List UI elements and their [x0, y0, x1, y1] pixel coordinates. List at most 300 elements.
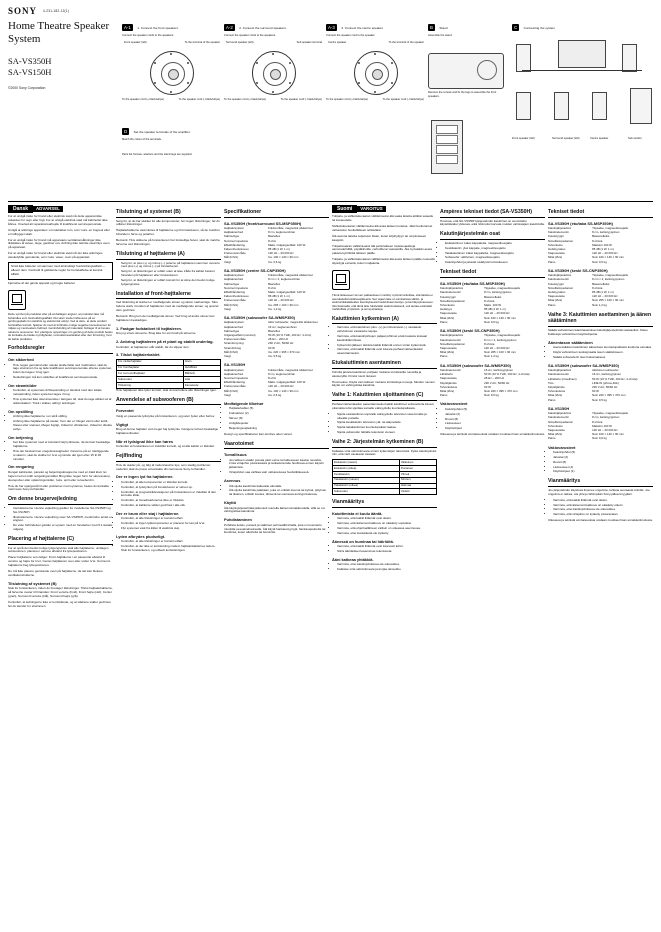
table-cell: Tilslutning	[117, 383, 184, 389]
subsection-heading: SA-VS150H	[548, 405, 570, 411]
list-item: • Varmista, ettei kaiutinjohdoissa ole oikosulkua.	[553, 508, 653, 512]
list-item: • Virtajohdon saa vaihtaa vain valtuutetussa huoltoliikkeessä.	[229, 471, 329, 475]
section-heading: Vaihe 2: Järjestelmän kytkeminen (B)	[332, 439, 437, 448]
figure-a1-note-br: To the speaker cord (- black/stripe)	[178, 98, 220, 101]
model-1: SA-VS350H	[8, 56, 52, 66]
surround-speaker-diagram	[252, 51, 296, 95]
section-heading: Specifikationer	[224, 209, 329, 218]
subsection-heading: SA-VS350H (keski SS-CNP350H)	[548, 267, 608, 273]
specification-table	[548, 227, 653, 265]
subsection-heading: Asennus	[224, 478, 241, 483]
section-heading: Kaiutinjärjestelmän osat	[440, 231, 545, 240]
paragraph: Älä asenna laitetta suljettuun tilaan, kuten kirjahyllyyn tai umpinaiseen kaappiin.	[332, 233, 427, 242]
spec-key: Kaiutinjärjestelmä	[548, 273, 571, 278]
figure-a3-note-br: To the speaker cord (- black/stripe)	[382, 98, 424, 101]
subsection-heading: Käyttö	[224, 500, 237, 506]
paragraph: Bemærk: Hvis stikkene på forstærkeren har forskellige farver, skal du matche farverne ved tilslutningen.	[116, 238, 220, 247]
model-2: SA-VS150H	[8, 67, 52, 77]
list-item: • Kontrollér, at hovedtelefonerne ikke er tilsluttet.	[121, 499, 221, 503]
spec-key: Mål (b/h/d)	[224, 302, 238, 307]
list-item: • Illustrationerne i denne vejledning viser SA-VS350H, medmindre andet er angivet.	[13, 516, 113, 524]
spec-value: 16 cm, keglemembran	[268, 324, 297, 329]
spec-value: Fuldområde, magnetisk afskærmet	[268, 367, 313, 372]
bullet-list	[332, 517, 437, 535]
list-item: • Keskikaiutin: yksi kappale, magneettisuojattu	[445, 247, 545, 251]
spec-value: 60 W	[268, 345, 275, 350]
table-cell: Sininen	[399, 477, 436, 483]
spec-key: Effekthåndtering	[224, 242, 245, 247]
spec-value: 16 cm, kartiotyyppinen	[592, 372, 622, 377]
spec-value: 8 cm, keglemembran	[268, 371, 296, 376]
paragraph: Katkaise virta vahvistimesta ennen kytkentöjen tekemistä. Kytke kaiutinjohdot niin, että värit vastaavat toisiaan.	[332, 448, 437, 457]
list-item: • Kontrollér, at systemets driftsspænding er identisk med den lokale netspænding, inden systemet tages i brug.	[13, 389, 113, 397]
tower-note: Remove the screws and fix the legs to assemble the front speakers.	[428, 91, 497, 98]
spec-value: Ca. 1,2 kg	[268, 306, 282, 311]
bullet-list	[8, 507, 113, 532]
surround-right-speaker-icon	[554, 92, 569, 120]
tower-speaker-icon	[431, 120, 463, 174]
paragraph: Kiinnitä jalusta kaiuttimen pohjaan mukana toimitetuilla ruuveilla ja aluslevyillä. Kiristä ruuvit tiukasti.	[332, 369, 422, 378]
spec-value: Bassorefleksi	[592, 281, 610, 286]
figure-c	[512, 16, 661, 140]
list-item: • Antiglidepuder	[229, 422, 329, 426]
figure-a3-note-tr: To the terminal of the speaker	[388, 41, 424, 45]
text-columns	[8, 205, 653, 611]
bullet-list	[8, 415, 113, 431]
paragraph: Hvis du støder på, og følg af nedennævnte tips, som stadig problemer, nedenfor skal du prøve at kontakte din nærmeste Sony-forhandler.	[116, 462, 212, 471]
paragraph: Design og specifikationer kan ændres uden varsel.	[224, 431, 293, 436]
spec-value: Täysalue, magneettisuojattu	[592, 273, 629, 278]
spec-row	[224, 308, 329, 312]
spec-key: Højttalersystem	[224, 367, 245, 372]
section-banner: ADVARSEL	[33, 206, 63, 212]
list-item: • Sijoita etukaiuttimet sopivalle etäisyydelle television vasemmalle ja oikealle puolelle.	[337, 413, 437, 421]
list-item: • Sørg for, at tilslutningen er udført korrekt for at sikre den bedst mulige lydgengivelse.	[121, 279, 221, 287]
warning-box: Smid ikke batterier ud sammen med almindeligt husholdningsaffald — aflever dem i henhold til gældende regler for bortskaffelse af kemisk affald.	[8, 262, 113, 279]
spec-value: 8 ohmia	[484, 341, 495, 346]
subsection-heading: SA-VS350H (subwoofer SA-WMSP350)	[224, 314, 295, 320]
spec-key: Käyttöjännite	[440, 380, 457, 385]
spec-value: Bassorefleksi	[592, 234, 610, 239]
spec-value: 120 Hz – 20 000 Hz	[268, 384, 294, 389]
spec-key: Paino	[440, 354, 448, 359]
list-item: • Kytkennän jälkeen tarkista kaikki liitännät ennen virran kytkemistä.	[337, 344, 437, 348]
section-heading: Vaihe 3: Kaiuttimien asettaminen ja äänen säätäminen	[548, 312, 653, 327]
parts-note: Parts list Screws, washers and the stand legs are supplied.	[122, 153, 193, 157]
spec-key: Kotelotyyppi	[548, 281, 564, 286]
table-cell: For fronthøjttaler	[117, 365, 184, 371]
spec-value: 16 cm, kartiotyyppinen	[484, 368, 514, 372]
figure-a2-note-tr: Sub speaker terminal	[296, 41, 322, 45]
subsection-heading: Der er brum eller støj i højttalerne.	[116, 510, 180, 516]
specification-table	[440, 369, 545, 398]
bullet-list	[8, 389, 113, 405]
figure-a1-subcaption: Connect the speaker cords to the speakers.	[122, 34, 174, 37]
terminal-dots	[253, 52, 295, 94]
subsection-heading: Om opstilling	[8, 408, 33, 414]
list-item: • Kontrollér, at kablerne sidder godt fast i alle stik.	[121, 504, 221, 508]
spec-key: Effekthåndtering	[224, 380, 245, 385]
page-title: Home Theatre Speaker System	[8, 20, 110, 45]
subsection-heading: SA-VS350H (etu/taka SS-MSP350H)	[440, 280, 505, 286]
figure-b-subcaption: Assemble the stand.	[428, 34, 453, 37]
list-item: • Siirrä äänilaitteet kauemmas televisiosta.	[337, 550, 437, 554]
list-item: • Käytä vahvistimen testisignaalia tason säätämiseen.	[553, 351, 653, 355]
subsection-heading: SA-VS350H (centre SS-CNP350H)	[224, 267, 286, 273]
spec-key: Vægt	[224, 392, 231, 397]
section-heading: Tekniset tiedot	[548, 209, 653, 218]
spec-value: Noin 100 × 140 × 90 mm	[592, 432, 624, 437]
bullet-list	[332, 563, 437, 572]
front-right-speaker-icon	[622, 44, 637, 72]
spec-value: 8 ohmia	[592, 238, 603, 243]
figure-c-caption: Connecting the system	[523, 26, 556, 30]
list-item: • Sijoita subwoofer lattialle television viereen.	[337, 431, 437, 435]
spec-key: Taajuusvaste	[548, 251, 565, 256]
subsection-heading: Tilslutning af systemet (B)	[8, 580, 57, 586]
paragraph: Huomaa, että SA-VS350H-järjestelmän kaiuttimet on suunniteltu käytettäväksi yhdessä, eikä niitä tulisi korvata muiden valmistajien kaiuttimilla.	[440, 218, 545, 227]
spec-value: Fuldområde, magnetisk afskærmet	[268, 273, 313, 278]
spec-value: 8 cm, kartiotyyppinen	[592, 415, 620, 420]
spec-key: Kabinettype	[224, 234, 240, 239]
paragraph: Säädä vahvistimen kaiutinasetukset kaiutinjärjestelmää vastaaviksi. Katso lisätietoja vahvistimen käyttöohjeista.	[548, 327, 648, 336]
table-cell: Blå/Grå	[183, 371, 220, 377]
spec-value: 230 V AC, 50/60 Hz	[592, 384, 618, 389]
spec-key: Mål (b/h/d)	[224, 255, 238, 260]
figure-a3-subcaption: Connect the speaker cord to the speaker.	[326, 34, 376, 37]
table-cell: Harmaa	[399, 483, 436, 489]
paragraph: Du må ikke placere genstande oven på højttalerne, da det kan blokere ventilationshullerne.	[8, 569, 103, 577]
paragraph: Placer højttalerne som følger: Front-højttalerne i en passende afstand til venstre og højre for tv'et. Center-højttaleren over eller under tv'et. Surround-højttalerne bag lyttepositionen.	[8, 555, 111, 568]
spec-key: Lähtöteho (nimellinen)	[548, 376, 577, 381]
list-item: • Ruuvit (8)	[445, 418, 545, 422]
sony-logo: SONY	[8, 6, 38, 16]
spec-value: 85 dB (1 W, 1 m)	[592, 247, 614, 252]
list-item: • Jos laitteen sisään putoaa jokin esine tai laitteeseen kaatuu nestettä, irrota virtajohto pistorasiasta ja tarkastuta laite huollossa ennen käytön jatkamista.	[229, 459, 329, 471]
spec-key: Kaiutinjärjestelmä	[440, 333, 463, 338]
list-item: • Varmista, että ohjelmalähteen valitsin on oikeassa asennossa.	[337, 527, 437, 531]
paragraph: Parhaan äänenlaadun saavuttamiseksi kaikki kaiuttimet subwooferia lukuun ottamatta tulisi sijoittaa samalle etäisyydelle kuuntelupaikasta.	[332, 401, 434, 410]
spec-value: Maks. indgangseffekt: 100 W	[268, 290, 306, 295]
figure-d-label: D	[124, 129, 128, 134]
subsection-heading: Om sikkerhed	[8, 357, 34, 363]
subsection-heading: Vakiovarusteet	[548, 444, 576, 450]
text-column-1	[8, 205, 113, 611]
figure-a1-note-bl: To the speaker cord (+ black/stripe)	[122, 98, 165, 101]
list-item: • Varmista, että äänenvoimakkuus on säädetty sopivaksi.	[337, 522, 437, 526]
paragraph: Rengør kabinettet, panelet og betjeningsknapperne med en blød klud, let fugtet med et mildt rengøringsmiddel. Brug ikke nogen form for skuresvamp, skurepulver eller opløsningsmidler, f.eks. sprit eller rensebenzin.	[8, 469, 111, 482]
crossed-out-bin-icon	[8, 290, 26, 310]
list-item: • Aseta kaikkien kaiuttimien äänentaso kuuntelupaikasta kuultuna samaksi.	[553, 346, 653, 350]
specification-table	[548, 274, 653, 308]
illustration-band	[8, 16, 653, 198]
spec-key: Paino	[548, 302, 556, 307]
paragraph: Ulkoasua ja teknisiä ominaisuuksia voidaan muuttaa ilman ennakkoilmoitusta.	[440, 432, 545, 437]
list-item: • Varmista, että kaiutinjohtojen paljaat johtimet eivät kosketa toisiaan kaiutinliitännöissä.	[337, 335, 437, 343]
paragraph: Ulkoasua ja teknisiä ominaisuuksia voidaan muuttaa ilman ennakkoilmoitusta.	[548, 518, 653, 523]
spec-row	[440, 394, 545, 398]
spec-value: Maksimi 100 W	[592, 242, 612, 247]
spec-key: Mål (b/h/d)	[224, 388, 238, 393]
bullet-list	[332, 326, 437, 356]
spec-value: Noin 265 × 100 × 90 mm	[484, 350, 516, 355]
spec-value: 120 Hz – 20 000 Hz	[592, 294, 618, 299]
list-item: • Kør ikke systemet med et konstant højt lydniveau, da det kan beskadige højttalerne.	[13, 441, 113, 449]
figure-d-caption: Set the speaker terminals of the amplifier.	[133, 130, 191, 134]
spec-key: Lähtöteho	[440, 372, 453, 377]
figure-a1-caption: 1. Connect the front speakers.	[137, 26, 179, 30]
paragraph: Älä käytä järjestelmää jatkuvasti suurella äänenvoimakkuudella, sillä se voi vahingoittaa kaiuttimia.	[224, 505, 325, 514]
paragraph: Tulipalovaaran välttämiseksi älä peitä laitteen tuuletusaukkoja sanomalehdillä, pöytäliinoilla, verhoilla tai vastaavilla. Älä myöskään aseta palavia kynttilöitä laitteen päälle.	[332, 243, 432, 256]
spec-value: Ca. 220 × 395 × 370 mm	[268, 349, 301, 354]
paragraph: Jos järjestelmän käytössä ilmenee ongelmia, tarkista seuraavat kohdat. Jos ongelma ei ratkea, ota yhteys lähimpään Sony-jälleenmyyjään.	[548, 487, 650, 496]
spec-value: 8 ohm	[268, 238, 277, 243]
spec-key: Taajuusvaste	[440, 376, 457, 381]
paragraph: Tulipalo- ja sähköiskuvaaran välttämiseksi älä aseta laitteen päälle nesteellä täytettyjä esineitä, kuten maljakoita.	[332, 257, 435, 266]
spec-key: Nimellisimpedanssi	[440, 341, 465, 346]
subsection-heading: 2. Anbring højttaleren på et plant og stabilt underlag.	[116, 339, 214, 345]
list-item: • Kaiutinjohdot (5)	[553, 451, 653, 455]
list-item: • Sijoita keskikaiutin television ylä- tai alapuolelle.	[337, 421, 437, 425]
subsection-heading: 3. Tilslut højttalerkablet.	[116, 352, 161, 358]
spec-value: Noin 220 × 395 × 370 mm	[484, 388, 518, 393]
paragraph: For at undgå risiko for brand eller elektrisk stød må dette apparat ikke udsættes for regn eller fugt. For at undgå elektrisk stød må kabinettet ikke åbnes. Overlad alt reparationsarbejde til kvalificeret servicepersonale.	[8, 214, 108, 226]
table-cell: For midterhøjttaler	[117, 359, 184, 365]
paragraph: Vælg en passende lydstyrke på forstærkeren, og justér lyden efter behov.	[116, 413, 215, 418]
spec-value: Basreflex	[268, 328, 281, 333]
spec-key: Kaiutinjärjestelmä	[440, 286, 463, 291]
spec-key: Udgangseffekt (nominel)	[224, 333, 256, 338]
bullet-list	[224, 407, 329, 430]
spec-value: 120 Hz – 20 000 Hz	[592, 427, 618, 432]
figure-b-caption: Stand	[439, 26, 448, 30]
paragraph: Sluk for forstærkeren, inden du foretager tilslutninger. Tilslut højttalerkablerne, så farverne svarer til hinanden: Front venstre (hvid), Front højre (rød), Center (grøn), Surround venstre (blå), Surround højre (grå).	[8, 586, 113, 599]
table-cell: For surroundhøjttaler	[117, 371, 184, 377]
text-column-6	[548, 205, 653, 611]
list-item: • Liukuesteet (4)	[553, 466, 653, 470]
spec-value: Täysalue, magneettisuojattu	[592, 226, 629, 231]
paragraph: Sähköiskuvaaran välttämiseksi älä avaa laitteen koteloa. Jätä huoltotoimet valtuutetun huoltoliikkeen tehtäväksi.	[332, 223, 433, 232]
figure-a2-note-tl: Surround speaker (left)	[226, 41, 254, 45]
figure-b	[428, 16, 506, 98]
spec-value: 86 dB (1 W, 1 m)	[268, 294, 290, 299]
subsection-heading: SA-VS350H (subwoofer SA-WMSP350)	[548, 362, 619, 368]
figure-d	[122, 120, 242, 157]
spec-value: 120 Hz – 20 000 Hz	[484, 345, 510, 350]
list-item: • Instruktionerne i denne vejledning gælder for modellerne SA-VS350H og SA-VS150H.	[13, 507, 113, 515]
list-item: • Kaiutinjohdot ja jalustat sisältyvät toimitukseen	[445, 261, 545, 265]
subsection-heading: Kaiuttimista ei kuulu ääntä.	[332, 510, 383, 516]
paragraph: Sørg for, at du har slukket for alle komponenter, før nogen tilslutninger, før du udfører tilslutninger.	[116, 218, 220, 227]
spec-key: Käyttöjännite	[548, 384, 565, 389]
spec-key: Højttalersystem	[224, 273, 245, 278]
list-item: • Fodstativer (2)	[229, 412, 329, 416]
bullet-list	[116, 540, 221, 553]
spec-value: Noin 265 × 100 × 90 mm	[592, 298, 624, 303]
spec-value: Noin 1,2 kg	[484, 354, 499, 359]
list-item: • Højttalerkabler (5)	[229, 407, 329, 411]
spec-value: Täysalue, magneettisuojattu	[484, 286, 521, 291]
spec-key: Højttalerenhed	[224, 230, 243, 235]
paragraph: For at undgå risiko for brand eller elektrisk stød må der ikke anbringes væskefyldte genstande, som f.eks. vaser, oven på apparatet.	[8, 251, 103, 260]
list-item: • Kontrollér, at alle komponenter er tilsluttet korrekt.	[121, 481, 221, 485]
list-item: • Takakaiuttimet: kaksi kappaletta, magneettisuojattu	[445, 252, 545, 256]
spec-key: Mål (b/h/d)	[224, 349, 238, 354]
list-item: • Subwoofer: aktiivinen, magneettisuojattu	[445, 256, 545, 260]
figure-a1	[122, 16, 220, 101]
spec-key: Taajuusvaste	[548, 294, 565, 299]
spec-value: 8 ohm	[268, 376, 277, 381]
table-cell: Farvekode	[183, 383, 220, 389]
list-item: • Skruer (8)	[229, 417, 329, 421]
section-heading: Fejlfinding	[116, 453, 221, 462]
list-item: • Liukuesteet	[445, 422, 545, 426]
spec-value: Maks. 100 W	[484, 302, 501, 307]
spec-value: Aktiv subwoofer, magnetisk afskærmet	[268, 320, 318, 325]
bullet-list	[548, 499, 653, 517]
spec-row	[224, 394, 329, 398]
spec-value: Noin 220 × 395 × 370 mm	[592, 393, 626, 398]
figure-a2-note-br: To the speaker cord (- black/stripe)	[280, 98, 322, 101]
spec-key: Paino	[440, 393, 448, 398]
spec-key: Vægt	[224, 306, 231, 311]
paragraph: Kontrollér, at ledningerne ikke er kortsluttede, og at stikkene sidder godt fast, før du tænder for strømmen.	[8, 600, 112, 608]
table-cell: Punainen	[399, 466, 436, 472]
subsection-heading: SA-VS150H	[224, 362, 246, 368]
list-item: • Flyt systemet væk fra kilder til elektrisk støj.	[121, 527, 221, 531]
table-cell: Hvid/Rød	[183, 365, 220, 371]
list-item: • Betjeningsvejledning	[229, 427, 329, 431]
spec-value: 8 cm, keglemembran	[268, 230, 296, 235]
spec-key: Mitat (l/k/s)	[548, 255, 563, 260]
spec-row	[548, 261, 653, 265]
spec-key: Mitat (l/k/s)	[440, 315, 455, 320]
specification-table	[548, 412, 653, 441]
document-number: 4-231-182-12(1)	[43, 9, 70, 13]
surround-left-speaker-icon	[516, 92, 531, 120]
spec-value: Ca. 100 × 140 × 90 mm	[268, 255, 299, 260]
title-block	[8, 16, 118, 198]
spec-value: 8 cm × 2, kartiotyyppinen	[592, 277, 625, 282]
spec-key: Kaiutinjärjestelmä	[548, 368, 571, 373]
list-item: • Kontrollér, at ingen lydkomponenter er placeret for tæt på tv'et.	[121, 522, 221, 526]
paragraph: For at opnå den bedst mulige lydgengivelse skal alle højttalerne, undtagen subwooferen, placeres i samme afstand fra lyttepositionen.	[8, 545, 109, 554]
spec-value: 8 ohmia	[484, 298, 495, 303]
spec-value: Täysalue, magneettisuojattu	[484, 333, 521, 338]
bullet-list	[224, 459, 329, 475]
terminal-dots	[355, 52, 397, 94]
disposal-note-text: Dette symbol på produktet eller på emballagen angiver, at produktet ikke må behandles som husholdningsaffald. Det skal i stedet indleveres på en genbrugsplads for elektrisk og elektronisk udstyr. Ved at sikre, at dette produkt bortskaffes korrekt, hjælper du med at forhindre mulige negative konsekvenser for miljøet og menneskers helbred. Genindvinding af materialer bidrager til at bevare naturens ressourcer. For yderligere oplysninger om genbrug af dette produkt bedes du kontakte de lokale myndigheder, renovationsselskabet eller den forretning, hvor du købte produktet.	[8, 312, 113, 341]
spec-value: 120 Hz – 20 000 Hz	[268, 251, 294, 256]
spec-value: Noin 100 × 140 × 90 mm	[592, 255, 624, 260]
language-tab: Suomi	[332, 205, 357, 213]
specification-table	[224, 274, 329, 312]
text-column-2	[116, 205, 221, 611]
list-item: • Varmista, ettei kaiutinjohdoissa ole oikosulkua.	[337, 563, 437, 567]
subwoofer-icon	[630, 88, 652, 124]
paragraph: Fjernelse af det gamle apparat og brugte batterier	[8, 280, 76, 285]
subsection-heading: 1. Fastgør fodstativet til højttaleren.	[116, 325, 182, 331]
list-item: • Ruuvit (8)	[553, 461, 653, 465]
table-cell: Violetti	[399, 489, 436, 495]
figure-a3	[326, 16, 424, 101]
spec-value: 8 cm, kartiotyyppinen	[592, 230, 620, 235]
paragraph: Drej og stram skruerne. Brug ikke for stor kraft på skruerne.	[116, 331, 197, 336]
list-item: • Varmista, että kaikki liitännät ovat oikein.	[337, 517, 437, 521]
front-speaker-diagram	[150, 51, 194, 95]
bullet-list	[548, 451, 653, 474]
spec-value: Noin 9,5 kg	[484, 393, 499, 398]
subsection-heading: Äänessä on huminaa tai häiriöitä.	[332, 538, 394, 544]
list-item: • Kontrollér, at alle tilslutninger er korrekt udført.	[121, 540, 221, 544]
spec-value: 230 V AC, 50/60 Hz	[484, 380, 510, 385]
section-heading: Vaarotoimet	[224, 441, 329, 450]
spec-key: Herkkyys	[440, 307, 452, 312]
spec-key: Kaiutinelementti	[440, 337, 461, 342]
subsection-heading: Når et lydsignal ikke kan høres	[116, 438, 174, 444]
table-cell: Takakaiutin (vasen)	[333, 477, 400, 483]
spec-key: Tehonkesto	[440, 302, 455, 307]
amplifier-icon	[558, 40, 606, 68]
subsection-heading: Lyden afbrydes pludseligt.	[116, 533, 166, 539]
paragraph: Brug af denne højttaler ved meget høj lydstyrke i længere tid kan beskadige højttalerenheden.	[116, 427, 219, 435]
list-item: • Säädä subwooferin taso haluamaksesi.	[553, 356, 653, 360]
spec-value: Noin 0,6 kg	[484, 319, 499, 324]
spec-key: Kotelotyyppi	[548, 234, 564, 239]
spec-value: 8 ohmia	[592, 285, 603, 290]
spec-value: 85 dB (1 W, 1 m)	[484, 307, 506, 312]
spec-value: Fuldområde, magnetisk afskærmet	[268, 226, 313, 231]
list-item: • De viste forbindelser gælder et system med en forstærker med 5.1-kanals udgang.	[13, 524, 113, 532]
subsection-heading: SA-VS350H (subwoofer SA-WMSP350)	[440, 362, 511, 368]
bullet-list	[440, 242, 545, 265]
spec-key: Kaiutinelementti	[548, 372, 569, 377]
centre-speaker-icon	[592, 92, 607, 120]
spec-row	[440, 355, 545, 359]
subsection-heading: Vigtigt	[116, 421, 129, 427]
figure-a1-note-tr: To the terminal of the speaker	[184, 41, 220, 45]
spec-key: Kaiutinjärjestelmä	[548, 411, 571, 416]
centre-speaker-diagram	[354, 51, 398, 95]
spec-key: Kaiutinjärjestelmä	[548, 226, 571, 231]
figure-a2-label: A-2	[226, 25, 233, 30]
list-item: • Hvis systemet ikke skal anvendes i længere tid, skal du tage stikket ud af stikkontakten. Træk i stikket, aldrig i ledningen.	[13, 398, 113, 406]
figure-a2-note-bl: To the speaker cord (+ black/stripe)	[224, 98, 267, 101]
spec-key: Højttalersystem	[224, 226, 245, 231]
figure-a1-note-tl: Front speaker (left)	[124, 41, 147, 45]
spec-value: 8 ohm	[268, 285, 277, 290]
spec-value: 230 V AC, 50/60 Hz	[268, 341, 294, 346]
spec-value: Basreflex	[268, 234, 281, 239]
section-heading: Ampères tekniset tiedot (SA-VS350H)	[440, 209, 545, 218]
language-tab: Dansk	[8, 205, 33, 213]
spec-value: 60 W	[592, 389, 599, 394]
section-banner: VAROITUS	[357, 206, 385, 212]
section-heading: Forholdsregler	[8, 345, 113, 354]
list-item: • Kontrollér, at alle tilslutninger er korrekt udført.	[121, 517, 221, 521]
spec-key: Paino	[548, 436, 556, 441]
spec-value: Noin 9,5 kg	[592, 397, 607, 402]
spec-key: Herkkyystaso	[548, 247, 566, 252]
table-cell: Etukaiutin (vasen)	[333, 460, 400, 466]
spec-row	[224, 355, 329, 359]
paragraph: Kontrollér at forstærkeren er indstillet korrekt, og at alle kabler er tilsluttet.	[116, 444, 215, 449]
figure-b-label: B	[430, 25, 433, 30]
spec-value: 8 cm × 2, kartiotyyppinen	[484, 337, 517, 342]
subsection-heading: SA-VS350H (keski SS-CNP350H)	[440, 327, 500, 333]
spec-key: Paino	[548, 259, 556, 264]
specification-table	[548, 369, 653, 403]
